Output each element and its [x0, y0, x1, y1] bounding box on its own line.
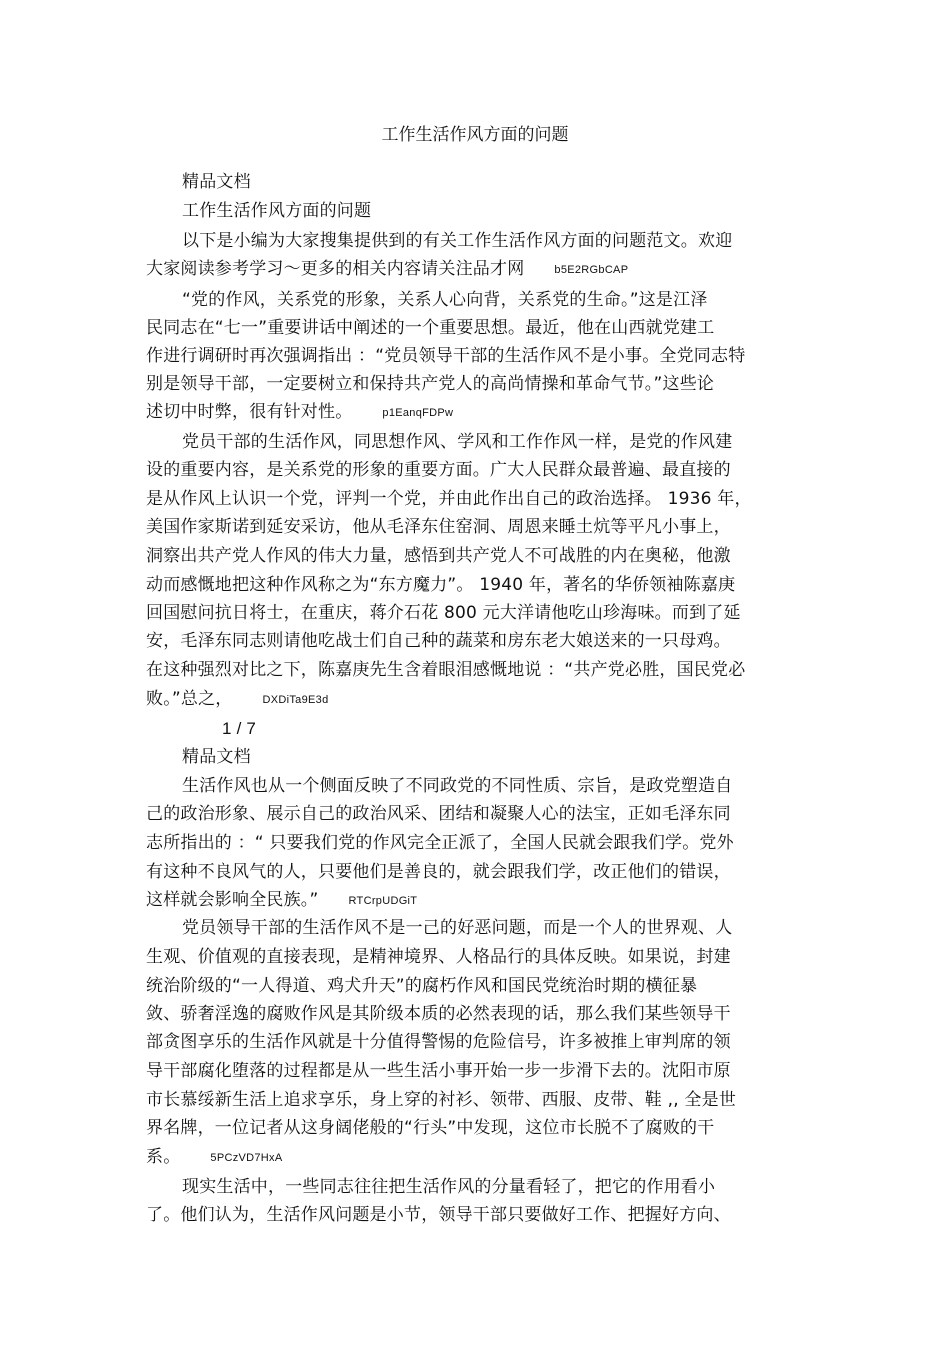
text-line: 安，毛泽东同志则请他吃战士们自己种的蔬菜和房东老大娘送来的一只母鸡。: [146, 631, 731, 651]
text-line: “党的作风，关系党的形象，关系人心向背，关系党的生命。”这是江泽: [182, 290, 708, 310]
text-line: 是从作风上认识一个党，评判一个党，并由此作出自己的政治选择。 1936 年，: [146, 489, 752, 509]
text-line: 敛、骄奢淫逸的腐败作风是其阶级本质的必然表现的话，那么我们某些领导干: [146, 1004, 731, 1024]
watermark-code: DXDiTa9E3d: [262, 694, 329, 706]
text-line: 回国慰问抗日将士，在重庆，蒋介石花 800 元大洋请他吃山珍海味。而到了延: [146, 603, 741, 623]
text-line: 志所指出的 ：“ 只要我们党的作风完全正派了，全国人民就会跟我们学。党外: [146, 833, 734, 853]
header-label: 精品文档: [182, 172, 251, 192]
text-line: 己的政治形象、展示自己的政治风采、团结和凝聚人心的法宝，正如毛泽东同: [146, 804, 731, 824]
text-line: 系。 5PCzVD7HxA: [146, 1147, 283, 1167]
text-line: 了。他们认为，生活作风问题是小节，领导干部只要做好工作、把握好方向、: [146, 1205, 731, 1225]
watermark-code: 5PCzVD7HxA: [210, 1152, 283, 1164]
watermark-code: RTCrpUDGiT: [348, 895, 418, 907]
text-line: 现实生活中，一些同志往往把生活作风的分量看轻了，把它的作用看小: [182, 1177, 716, 1197]
text-line: 统治阶级的“一人得道、鸡犬升天”的腐朽作风和国民党统治时期的横征暴: [146, 976, 698, 996]
text-line: 有这种不良风气的人，只要他们是善良的，就会跟我们学，改正他们的错误，: [146, 862, 731, 882]
text-line: 生观、价值观的直接表现，是精神境界、人格品行的具体反映。如果说，封建: [146, 947, 731, 967]
text-line: 述切中时弊，很有针对性。 p1EanqFDPw: [146, 402, 454, 422]
text-line: 在这种强烈对比之下，陈嘉庚先生含着眼泪感慨地说 ：“共产党必胜，国民党必: [146, 660, 746, 680]
text-line: 美国作家斯诺到延安采访，他从毛泽东住窑洞、周恩来睡土炕等平凡小事上，: [146, 517, 731, 537]
watermark-code: p1EanqFDPw: [382, 407, 454, 419]
text-line: 市长慕绥新生活上追求享乐，身上穿的衬衫、领带、西服、皮带、鞋 ,, 全是世: [146, 1090, 737, 1110]
text-line: 作进行调研时再次强调指出 ：“党员领导干部的生活作风不是小事。全党同志特: [146, 346, 746, 366]
watermark-code: b5E2RGbCAP: [554, 264, 629, 276]
text-line: 导干部腐化堕落的过程都是从一些生活小事开始一步一步滑下去的。沈阳市原: [146, 1061, 731, 1081]
text-line: 党员领导干部的生活作风不是一己的好恶问题，而是一个人的世界观、人: [182, 918, 733, 938]
text-line: 大家阅读参考学习～更多的相关内容请关注品才网 b5E2RGbCAP: [146, 259, 629, 279]
doc-heading: 工作生活作风方面的问题: [182, 201, 372, 221]
text-line: 生活作风也从一个侧面反映了不同政党的不同性质、宗旨，是政党塑造自: [182, 776, 733, 796]
page-number: 1 / 7: [222, 719, 257, 738]
text-line: 动而感慨地把这种作风称之为“东方魔力”。 1940 年，著名的华侨领袖陈嘉庚: [146, 575, 736, 595]
text-line: 部贪图享乐的生活作风就是十分值得警惕的危险信号，许多被推上审判席的领: [146, 1032, 731, 1052]
text-line: 这样就会影响全民族。” RTCrpUDGiT: [146, 890, 418, 910]
document-title: 工作生活作风方面的问题: [381, 125, 569, 145]
text-line: 败。”总之， DXDiTa9E3d: [146, 689, 329, 709]
text-line: 党员干部的生活作风，同思想作风、学风和工作作风一样，是党的作风建: [182, 432, 733, 452]
text-line: 设的重要内容，是关系党的形象的重要方面。广大人民群众最普遍、最直接的: [146, 460, 731, 480]
text-line: 洞察出共产党人作风的伟大力量，感悟到共产党人不可战胜的内在奥秘，他激: [146, 546, 731, 566]
header-label: 精品文档: [182, 747, 251, 767]
text-line: 以下是小编为大家搜集提供到的有关工作生活作风方面的问题范文。欢迎: [182, 231, 733, 251]
text-line: 界名牌，一位记者从这身阔佬般的“行头”中发现，这位市长脱不了腐败的干: [146, 1118, 715, 1138]
text-line: 民同志在“七一”重要讲话中阐述的一个重要思想。最近，他在山西就党建工: [146, 318, 715, 338]
text-line: 别是领导干部，一定要树立和保持共产党人的高尚情操和革命气节。”这些论: [146, 374, 715, 394]
